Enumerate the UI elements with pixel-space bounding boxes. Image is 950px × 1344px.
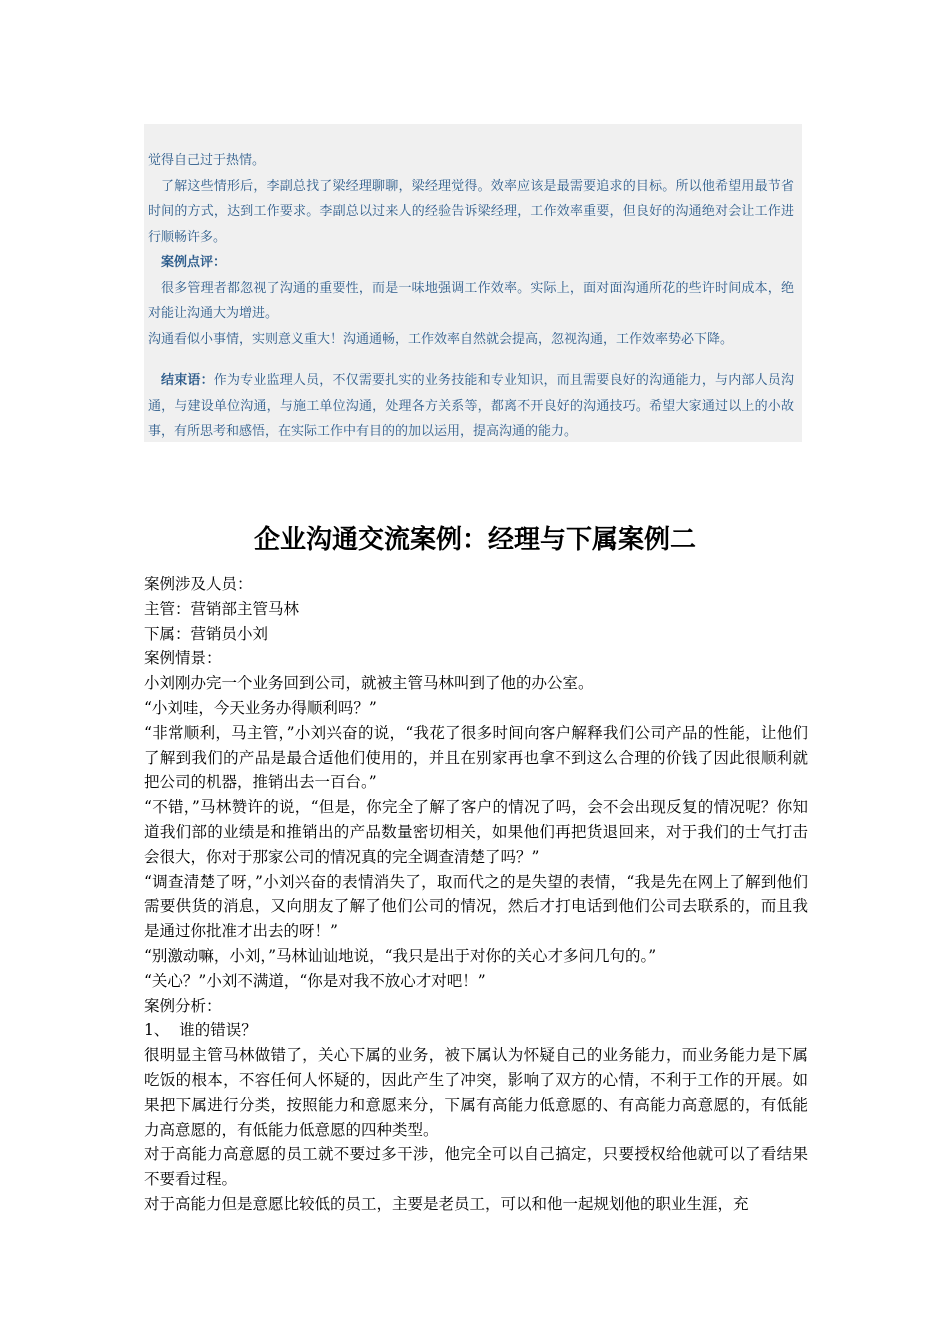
quoted-excerpt-box	[144, 124, 802, 442]
excerpt-line: 觉得自己过于热情。	[148, 153, 266, 168]
body-paragraph: 对于高能力高意愿的员工就不要过多干涉，他完全可以自己搞定，只要授权给他就可以了看结果不要看过程。	[144, 1145, 808, 1189]
comment-paragraph: 很多管理者都忽视了沟通的重要性，而是一味地强调工作效率。实际上，面对面沟通所花的些许时间成本，绝对能让沟通大为增进。	[148, 280, 794, 321]
body-paragraph: 很明显主管马林做错了，关心下属的业务，被下属认为怀疑自己的业务能力，而业务能力是下属吃饭的根本，不容任何人怀疑的，因此产生了冲突，影响了双方的心情，不利于工作的开展。如果把下属进行分类，按照能力和意愿来分，下属有高能力低意愿的、有高能力高意愿的，有低能力高意愿的，有低能力低意愿的四种类型。	[144, 1046, 808, 1139]
spacer	[148, 352, 794, 368]
body-paragraph: 小刘刚办完一个业务回到公司，就被主管马林叫到了他的办公室。	[144, 674, 594, 693]
conclusion-text: 作为专业监理人员，不仅需要扎实的业务技能和专业知识，而且需要良好的沟通能力，与内部人员沟通，与建设单位沟通，与施工单位沟通，处理各方关系等，都离不开良好的沟通技巧。希望大家通过以上的小故事，有所思考和感悟，在实际工作中有目的的加以运用，提高沟通的能力。	[148, 373, 794, 439]
body-paragraph: 1、 谁的错误？	[144, 1021, 257, 1040]
body-paragraph: “关心？”小刘不满道，“你是对我不放心才对吧！”	[144, 971, 486, 990]
body-paragraph: “不错，”马林赞许的说，“但是，你完全了解了客户的情况了吗，会不会出现反复的情况呢？你知道我们部的业绩是和推销出的产品数量密切相关，如果他们再把货退回来，对于我们的士气打击会很大，你对于那家公司的情况真的完全调查清楚了吗？”	[144, 798, 808, 866]
excerpt-paragraph: 了解这些情形后，李副总找了梁经理聊聊，梁经理觉得。效率应该是最需要追求的目标。所以他希望用最节省时间的方式，达到工作要求。李副总以过来人的经验告诉梁经理，工作效率重要，但良好的沟通绝对会让工作进行顺畅许多。	[148, 178, 794, 245]
comment-heading: 案例点评：	[161, 255, 227, 270]
body-paragraph: “调查清楚了呀，”小刘兴奋的表情消失了，取而代之的是失望的表情，“我是先在网上了解到他们需要供货的消息，又向朋友了解了他们公司的情况，然后才打电话到他们公司去联系的，而且我是通过你批准才出去的呀！”	[144, 872, 808, 941]
conclusion-paragraph	[148, 368, 794, 445]
body-paragraph: “非常顺利，马主管，”小刘兴奋的说，“我花了很多时间向客户解释我们公司产品的性能，让他们了解到我们的产品是最合适他们使用的，并且在别家再也拿不到这么合理的价钱了因此很顺利就把公司的机器，推销出去一百台。”	[144, 723, 808, 792]
document-title: 企业沟通交流案例：经理与下属案例二	[253, 525, 696, 555]
body-paragraph: 对于高能力但是意愿比较低的员工，主要是老员工，可以和他一起规划他的职业生涯，充	[144, 1194, 749, 1213]
body-paragraph: 案例分析：	[144, 996, 222, 1015]
body-paragraph: 案例涉及人员：	[144, 575, 253, 593]
document-body	[144, 572, 808, 1217]
body-paragraph: “别激动嘛，小刘，”马林讪讪地说，“我只是出于对你的关心才多问几句的。”	[144, 946, 657, 965]
body-paragraph: “小刘哇，今天业务办得顺利吗？”	[144, 698, 377, 717]
body-paragraph: 案例情景：	[144, 649, 222, 668]
body-paragraph: 主管：营销部主管马林	[144, 599, 300, 618]
conclusion-label: 结束语：	[161, 373, 214, 388]
summary-line: 沟通看似小事情，实则意义重大！沟通通畅，工作效率自然就会提高，忽视沟通，工作效率势必下降。	[148, 331, 734, 347]
body-paragraph: 下属：营销员小刘	[144, 624, 269, 643]
